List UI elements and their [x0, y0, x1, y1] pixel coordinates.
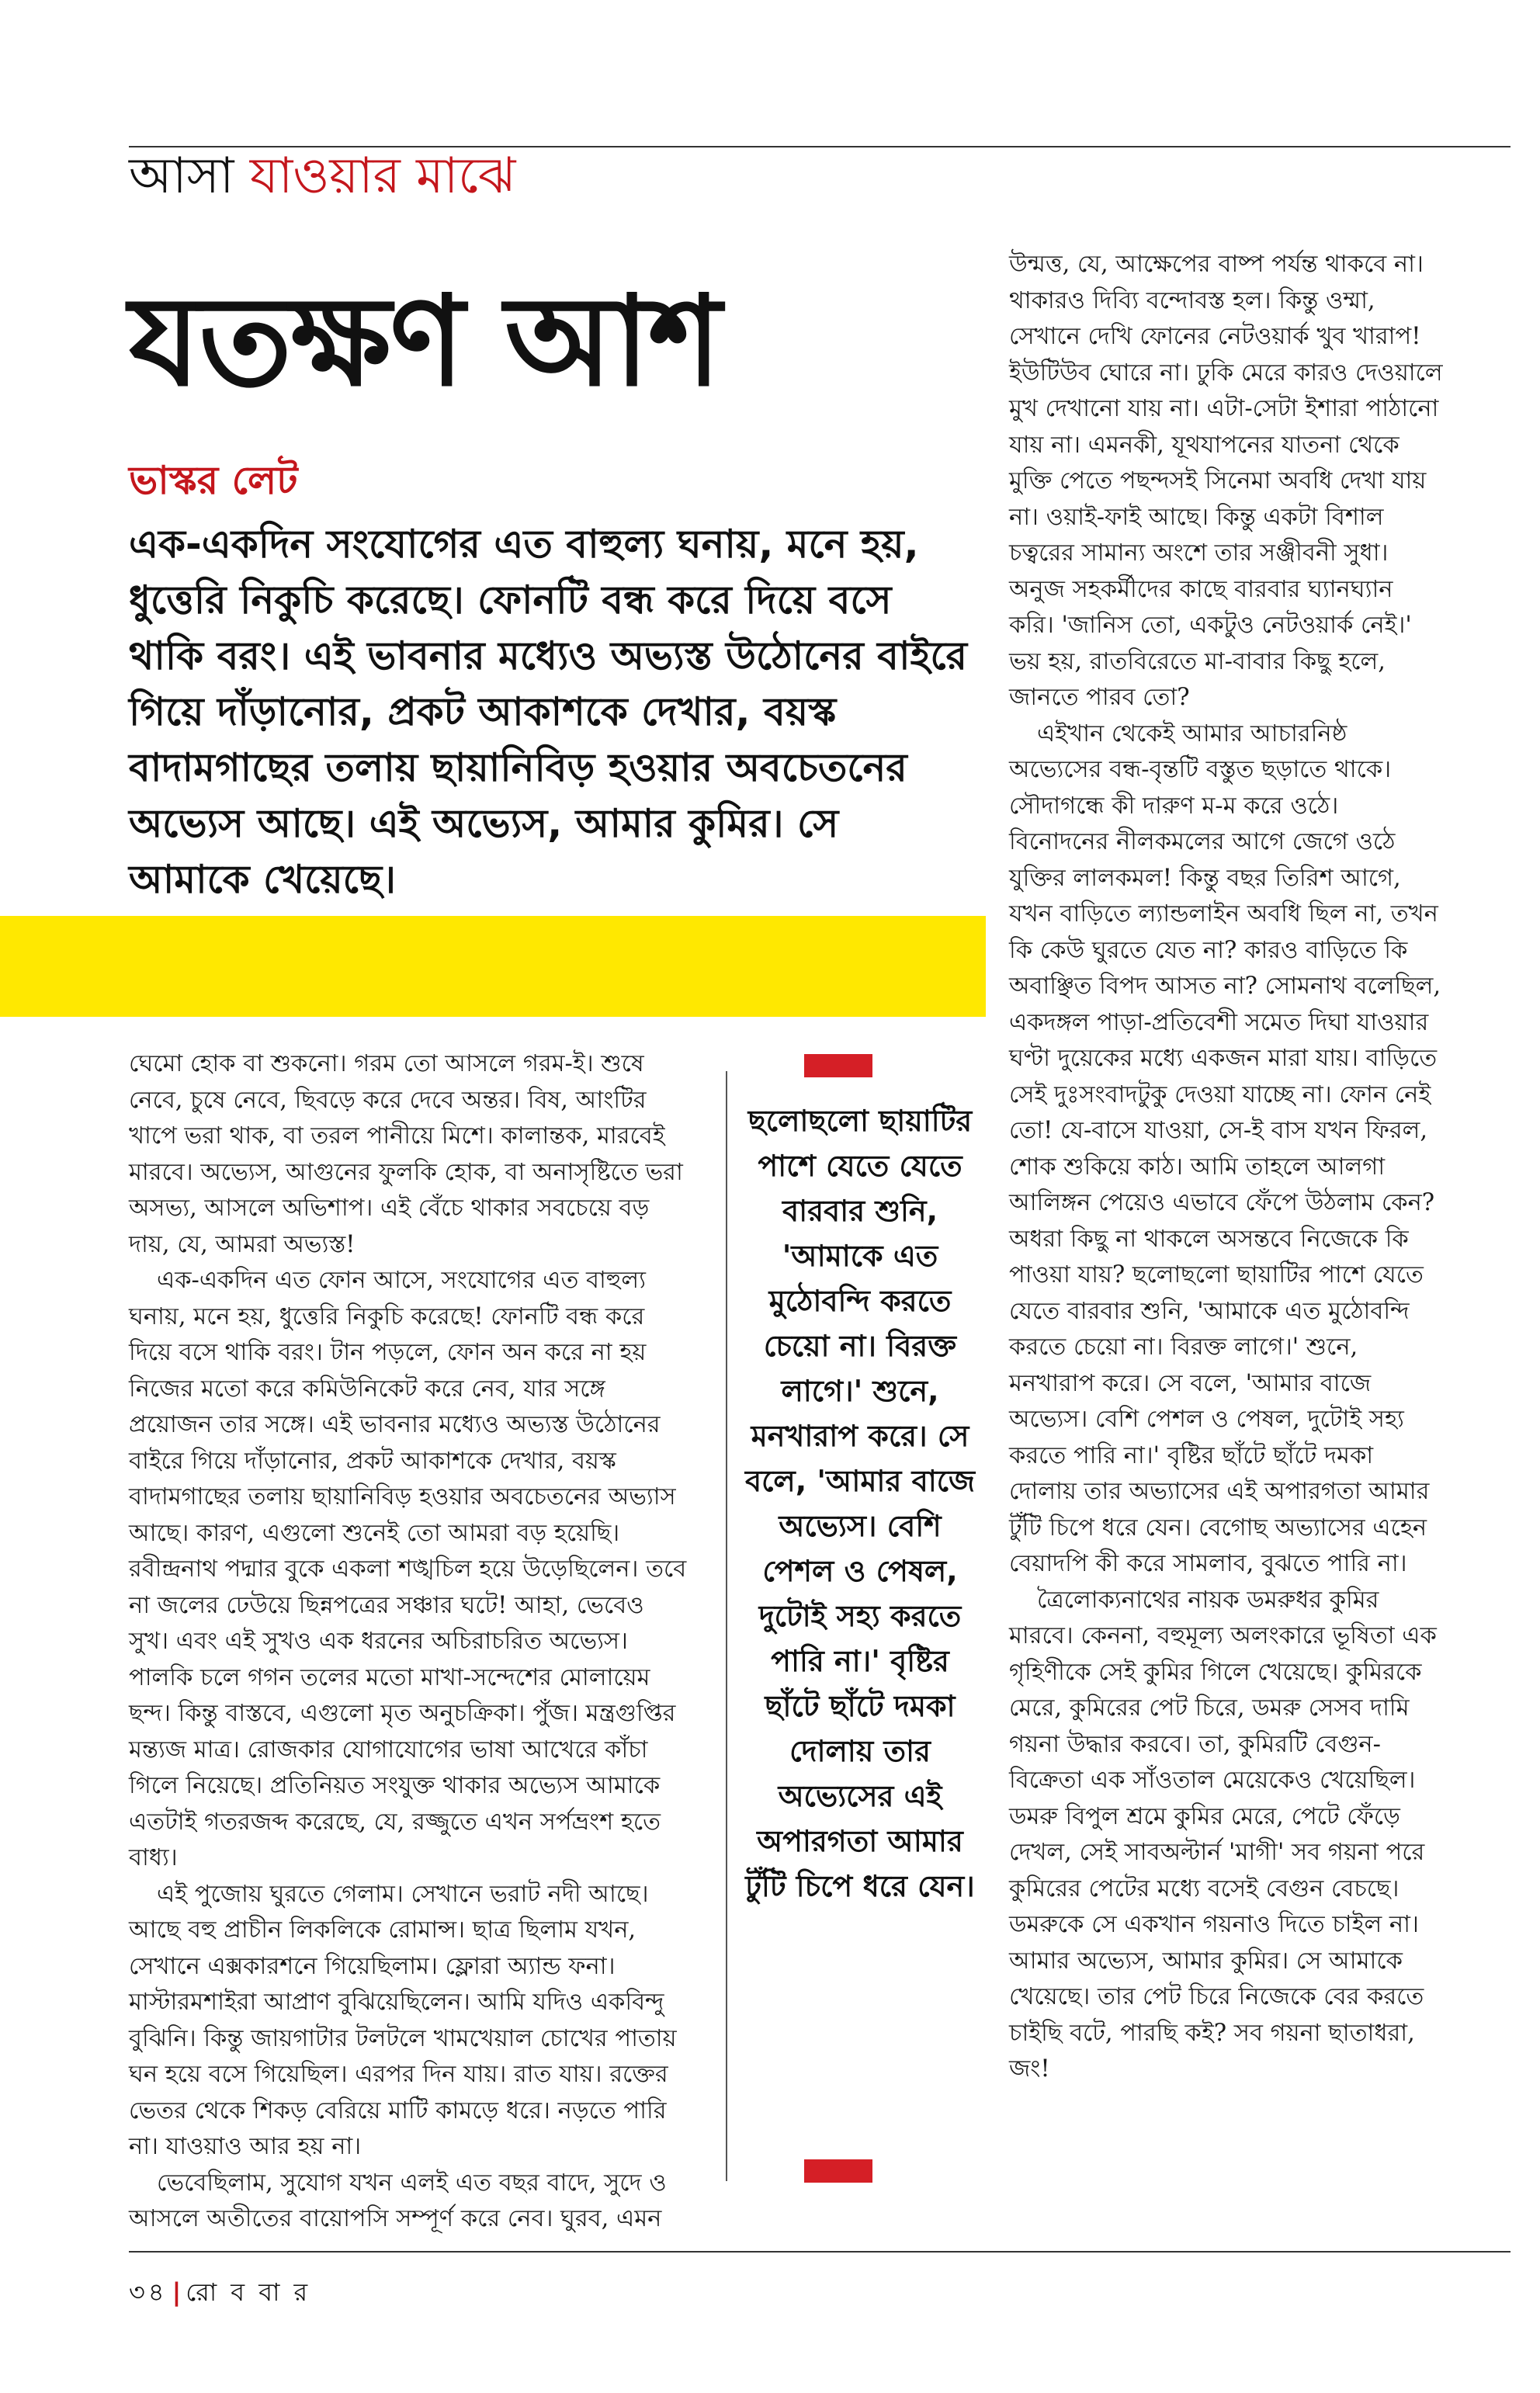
folio — [129, 2273, 310, 2315]
section-kicker — [129, 147, 516, 205]
body-column-3 — [1009, 247, 1444, 2088]
publication-name: রো ব বা র — [186, 2277, 311, 2307]
byline: ভাস্কর লেট — [129, 458, 298, 503]
pullquote: ছলোছলো ছায়াটির পাশে যেতে যেতে বারবার শুনি, 'আমাকে এত মুঠোবন্দি করতে চেয়ো না। বিরক্ত লাগে।' শুনে, মনখারাপ করে। সে বলে, 'আমার বাজে অভ্যেস। বেশি পেশল ও পেষল, দুটোই সহ্য করতে পারি না।' বৃষ্টির ছাঁটে ছাঁটে দমকা দোলায় তার অভ্যেসের এই অপারগতা আমার টুঁটি চিপে ধরে যেন। — [744, 1104, 976, 1903]
folio-separator: | — [172, 2277, 182, 2307]
pullquote-bottom-bar — [804, 2159, 872, 2183]
pullquote-top-bar — [804, 1054, 872, 1077]
column1-paragraph: ঘেমো হোক বা শুকনো। গরম তো আসলে গরম-ই। শুষে নেবে, চুষে নেবে, ছিবড়ে করে দেবে অন্তর। বিষ, আংটির খাপে ভরা থাক, বা তরল পানীয়ে মিশে। কালান্তক, মারবেই মারবে। অভ্যেস, আগুনের ফুলকি হোক, বা অনাসৃষ্টিতে ভরা অসভ্য, আসলে অভিশাপ। এই বেঁচে থাকার সবচেয়ে বড় দায়, যে, আমরা অভ্যস্ত! — [129, 1050, 683, 1258]
kicker-part1: আসা — [129, 147, 234, 205]
headline: যতক্ষণ আশ — [129, 269, 720, 414]
page-number: ৩৪ — [129, 2277, 168, 2307]
kicker-part2: যাওয়ার মাঝে — [249, 147, 516, 205]
yellow-band — [0, 916, 986, 1017]
body-column-1 — [129, 1046, 688, 2238]
column1-paragraph: এই পুজোয় ঘুরতে গেলাম। সেখানে ভরাট নদী আছে। আছে বহু প্রাচীন লিকলিকে রোমান্স। ছাত্র ছিলাম যখন, সেখানে এক্সকারশনে গিয়েছিলাম। ফ্লোরা অ্যান্ড ফনা। মাস্টারমশাইরা আপ্রাণ বুঝিয়েছিলেন। আমি যদিও একবিন্দু বুঝিনি। কিন্তু জায়গাটার টলটলে খামখেয়াল চোখের পাতায় ঘন হয়ে বসে গিয়েছিল। এরপর দিন যায়। রাত যায়। রক্তের ভেতর থেকে শিকড় বেরিয়ে মাটি কামড়ে ধরে। নড়তে পারি না। যাওয়াও আর হয় না। — [129, 1880, 677, 2160]
column3-paragraph: এইখান থেকেই আমার আচারনিষ্ঠ অভ্যেসের বন্ধ-বৃন্তটি বস্তুত ছড়াতে থাকে। সৌদাগন্ধে কী দারুণ ম-ম করে ওঠে। বিনোদনের নীলকমলের আগে জেগে ওঠে যুক্তির লালকমল! কিন্তু বছর তিরিশ আগে, যখন বাড়িতে ল্যান্ডলাইন অবধি ছিল না, তখন কি কেউ ঘুরতে যেত না? কারও বাড়িতে কি অবাঞ্ছিত বিপদ আসত না? সোমনাথ বলেছিল, একদঙ্গল পাড়া-প্রতিবেশী সমেত দিঘা যাওয়ার ঘণ্টা দুয়েকের মধ্যে একজন মারা যায়। বাড়িতে সেই দুঃসংবাদটুকু দেওয়া যাচ্ছে না। ফোন নেই তো! যে-বাসে যাওয়া, সে-ই বাস যখন ফিরল, শোক শুকিয়ে কাঠ। আমি তাহলে আলগা আলিঙ্গন পেয়েও এভাবে ফেঁপে উঠলাম কেন? অধরা কিছু না থাকলে অসন্তবে নিজেকে কি পাওয়া যায়? ছলোছলো ছায়াটির পাশে যেতে যেতে বারবার শুনি, 'আমাকে এত মুঠোবন্দি করতে চেয়ো না। বিরক্ত লাগে।' শুনে, মনখারাপ করে। সে বলে, 'আমার বাজে অভ্যেস। বেশি পেশল ও পেষল, দুটোই সহ্য করতে পারি না।' বৃষ্টির ছাঁটে ছাঁটে দমকা দোলায় তার অভ্যাসের এই অপারগতা আমার টুঁটি চিপে ধরে যেন। বেগোছ অভ্যাসের এহেন বেয়াদপি কী করে সামলাব, বুঝতে পারি না। — [1009, 720, 1441, 1577]
footer-rule — [129, 2251, 1511, 2253]
column1-paragraph: ভেবেছিলাম, সুযোগ যখন এলই এত বছর বাদে, সুদে ও আসলে অতীতের বায়োপসি সম্পূর্ণ করে নেব। ঘুরব, এমন — [129, 2169, 667, 2232]
column-divider — [726, 1071, 727, 2181]
column3-paragraph: উন্মত্ত, যে, আক্ষেপের বাষ্প পর্যন্ত থাকবে না। থাকারও দিব্যি বন্দোবস্ত হল। কিন্তু ওম্মা, সেখানে দেখি ফোনের নেটওয়ার্ক খুব খারাপ! ইউটিউব ঘোরে না। ঢুকি মেরে কারও দেওয়ালে মুখ দেখানো যায় না। এটা-সেটা ইশারা পাঠানো যায় না। এমনকী, যূথযাপনের যাতনা থেকে মুক্তি পেতে পছন্দসই সিনেমা অবধি দেখা যায় না। ওয়াই-ফাই আছে। কিন্তু একটা বিশাল চত্বরের সামান্য অংশে তার সঞ্জীবনী সুধা। অনুজ সহকর্মীদের কাছে বারবার ঘ্যানঘ্যান করি। 'জানিস তো, একটুও নেটওয়ার্ক নেই।' ভয় হয়, রাতবিরেতে মা-বাবার কিছু হলে, জানতে পারব তো? — [1009, 251, 1443, 711]
standfirst: এক-একদিন সংযোগের এত বাহুল্য ঘনায়, মনে হয়, ধুত্তেরি নিকুচি করেছে। ফোনটি বন্ধ করে দিয়ে বসে থাকি বরং। এই ভাবনার মধ্যেও অভ্যস্ত উঠোনের বাইরে গিয়ে দাঁড়ানোর, প্রকট আকাশকে দেখার, বয়স্ক বাদামগাছের তলায় ছায়ানিবিড় হওয়ার অবচেতনের অভ্যেস আছে। এই অভ্যেস, আমার কুমির। সে আমাকে খেয়েছে। — [129, 522, 968, 902]
column3-paragraph: ত্রৈলোক্যনাথের নায়ক ডমরুধর কুমির মারবে। কেননা, বহুমূল্য অলংকারে ভূষিতা এক গৃহিণীকে সেই কুমির গিলে খেয়েছে। কুমিরকে মেরে, কুমিরের পেট চিরে, ডমরু সেসব দামি গয়না উদ্ধার করবে। তা, কুমিরটি বেগুন-বিক্রেতা এক সাঁওতাল মেয়েকেও খেয়েছিল। ডমরু বিপুল শ্রমে কুমির মেরে, পেটে ফেঁড়ে দেখল, সেই সাবঅল্টার্ন 'মাগী' সব গয়না পরে কুমিরের পেটের মধ্যে বসেই বেগুন বেচছে। ডমরুকে সে একখান গয়নাও দিতে চাইল না। আমার অভ্যেস, আমার কুমির। সে আমাকে খেয়েছে। তার পেট চিরে নিজেকে বের করতে চাইছি বটে, পারছি কই? সব গয়না ছাতাধরা, জং! — [1009, 1586, 1437, 2083]
column1-paragraph: এক-একদিন এত ফোন আসে, সংযোগের এত বাহুল্য ঘনায়, মনে হয়, ধুত্তেরি নিকুচি করেছে! ফোনটি বন্ধ করে দিয়ে বসে থাকি বরং। টান পড়লে, ফোন অন করে না হয় নিজের মতো করে কমিউনিকেট করে নেব, যার সঙ্গে প্রয়োজন তার সঙ্গে। এই ভাবনার মধ্যেও অভ্যস্ত উঠোনের বাইরে গিয়ে দাঁড়ানোর, প্রকট আকাশকে দেখার, বয়স্ক বাদামগাছের তলায় ছায়ানিবিড় হওয়ার অবচেতনের অভ্যাস আছে। কারণ, এগুলো শুনেই তো আমরা বড় হয়েছি। রবীন্দ্রনাথ পদ্মার বুকে একলা শঙ্খচিল হয়ে উড়েছিলেন। তবে না জলের ঢেউয়ে ছিন্নপত্রের সঞ্চার ঘটে! আহা, ভেবেও সুখ। এবং এই সুখও এক ধরনের অচিরাচরিত অভ্যেস। পালকি চলে গগন তলের মতো মাখা-সন্দেশের মোলায়েম ছন্দ। কিন্তু বাস্তবে, এগুলো মৃত অনুচক্রিকা। পুঁজ। মন্ত্রগুপ্তির মন্ত্যজ মাত্র। রোজকার যোগাযোগের ভাষা আখেরে কাঁচা গিলে নিয়েছে। প্রতিনিয়ত সংযুক্ত থাকার অভ্যেস আমাকে এতটাই গতরজব্দ করেছে, যে, রজ্জুতে এখন সর্পভ্রংশ হতে বাধ্য। — [129, 1267, 687, 1871]
